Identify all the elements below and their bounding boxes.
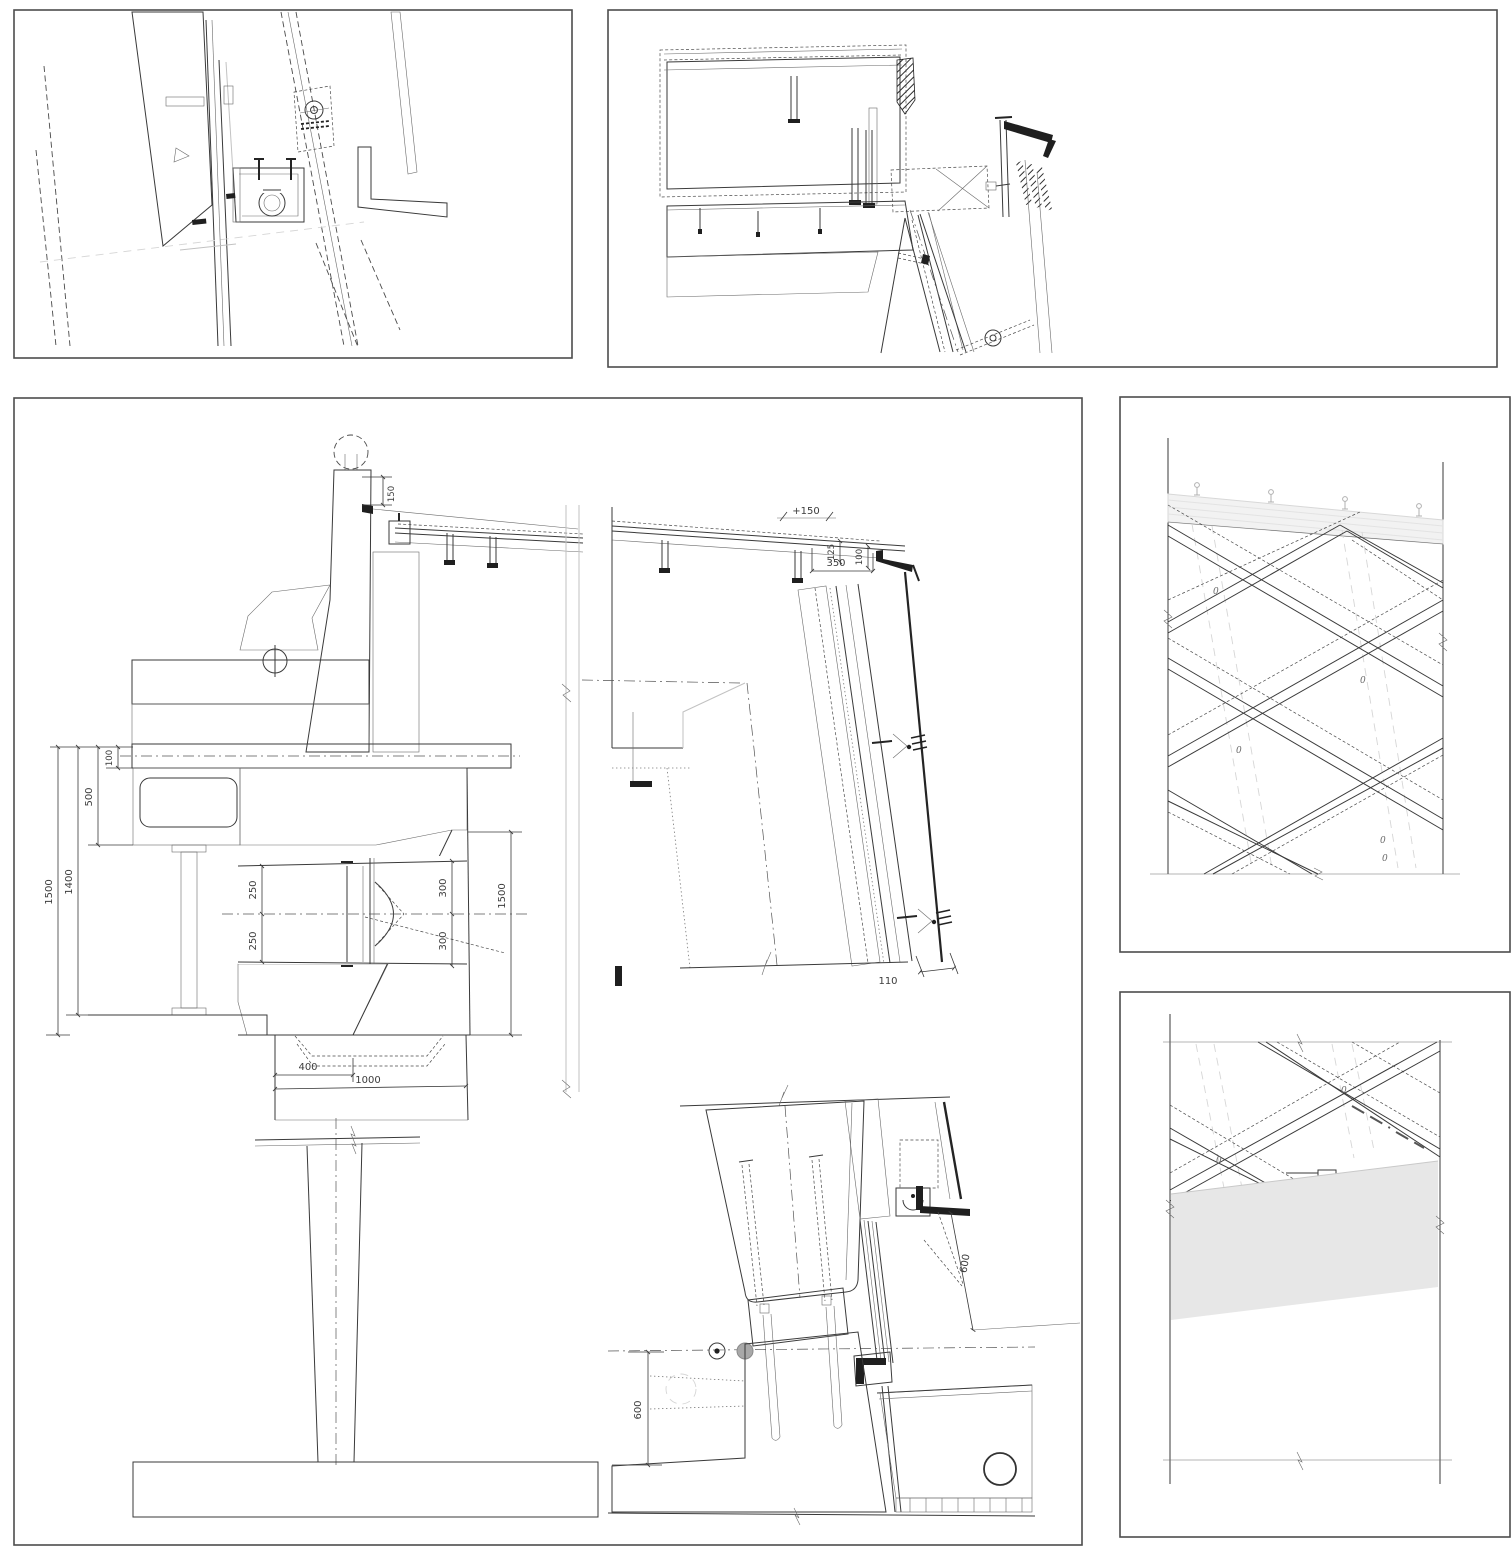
break-mark <box>762 952 771 975</box>
dim-150 <box>362 477 397 505</box>
dim-1500-right <box>468 832 522 1035</box>
dimension-label: 600 <box>958 1253 973 1274</box>
drain-pipe <box>984 1453 1016 1485</box>
dimension-label: 350 <box>826 558 846 569</box>
dimension-label: 600 <box>633 1400 644 1420</box>
insulation-band <box>667 252 878 297</box>
flashing-strip <box>391 12 417 174</box>
corner-flashing <box>876 550 913 572</box>
dim-600-glazing <box>924 1212 1080 1330</box>
hidden-channel <box>295 1036 443 1056</box>
shaded-slab <box>1171 1161 1438 1320</box>
inclined-wall <box>798 586 880 966</box>
dim-1000 <box>275 1075 466 1089</box>
cross-braces <box>1168 525 1443 874</box>
section-marker <box>615 966 622 986</box>
node-marker: 0 <box>1236 746 1242 756</box>
steel-column <box>172 845 206 852</box>
dimension-label: 1500 <box>44 879 55 905</box>
dark-flashing <box>920 1206 970 1216</box>
hanger-bolts <box>788 76 875 208</box>
handrail-icon <box>334 435 368 469</box>
dimension-label: 1400 <box>64 869 75 895</box>
roof-box <box>667 57 900 189</box>
panel-roof-eaves-detail <box>608 10 1497 367</box>
node-marker: 0 <box>1380 836 1386 846</box>
paver-band <box>896 1498 1032 1512</box>
level-label: +150 <box>792 506 820 517</box>
panel-bracing-elevation-lower <box>1120 992 1510 1537</box>
dim-600-foundation <box>612 1352 664 1465</box>
dimension-label: 1500 <box>497 883 508 909</box>
dimension-label: 300 <box>438 931 449 951</box>
break-mark <box>1297 1034 1303 1052</box>
gutter-profile <box>233 168 304 222</box>
hidden-pipe <box>666 1374 696 1404</box>
node-marker: 0 <box>1341 1086 1347 1096</box>
panel-bracing-elevation-upper <box>1120 397 1510 952</box>
break-mark <box>351 1126 356 1154</box>
panel-parapet-facade-main-detail <box>14 398 1082 1545</box>
screed-slab <box>132 660 369 704</box>
dimension-label: 300 <box>438 878 449 898</box>
node-marker: 0 <box>1360 676 1366 686</box>
footing <box>133 1462 598 1517</box>
drain-opening <box>238 856 467 964</box>
beam-pocket <box>140 778 237 827</box>
tile-band <box>132 704 369 744</box>
panel-border <box>608 10 1497 367</box>
dimension-label: 500 <box>84 787 95 807</box>
panel-border <box>14 10 572 358</box>
break-mark <box>794 1508 800 1525</box>
dim-left-stack <box>44 747 133 1035</box>
tile-strip <box>373 552 419 752</box>
mullion-body <box>706 1101 864 1302</box>
level-marker <box>777 506 836 521</box>
dimension-label: 250 <box>248 880 259 900</box>
node-marker: 0 <box>1216 1156 1222 1166</box>
hatched-wall <box>132 12 212 246</box>
section-marker <box>630 781 652 787</box>
node-marker: 0 <box>1382 854 1388 864</box>
dimension-label: 400 <box>298 1062 318 1073</box>
panel-glazing-corner-detail <box>14 10 572 358</box>
drain-pipe <box>259 190 285 216</box>
dimension-label: 150 <box>387 485 397 503</box>
hatched-block <box>897 58 915 114</box>
dimension-label: 110 <box>878 976 898 987</box>
dimension-label: 100 <box>105 749 115 767</box>
wall-anchor <box>166 97 204 106</box>
waterproofing-wedge <box>240 585 330 650</box>
dimension-label: 1000 <box>355 1075 381 1086</box>
dim-400 <box>275 1058 353 1082</box>
dimension-label: 125 <box>827 543 837 561</box>
dimension-label: 100 <box>855 548 865 566</box>
dim-110 <box>878 953 958 987</box>
break-mark <box>1297 1452 1303 1470</box>
dimension-label: 250 <box>248 931 259 951</box>
foundation-mass <box>612 1332 886 1512</box>
bolt-icon <box>985 330 1001 346</box>
dark-flashing <box>1004 121 1053 143</box>
node-marker: 0 <box>1213 587 1219 597</box>
step-flashing <box>358 147 447 217</box>
